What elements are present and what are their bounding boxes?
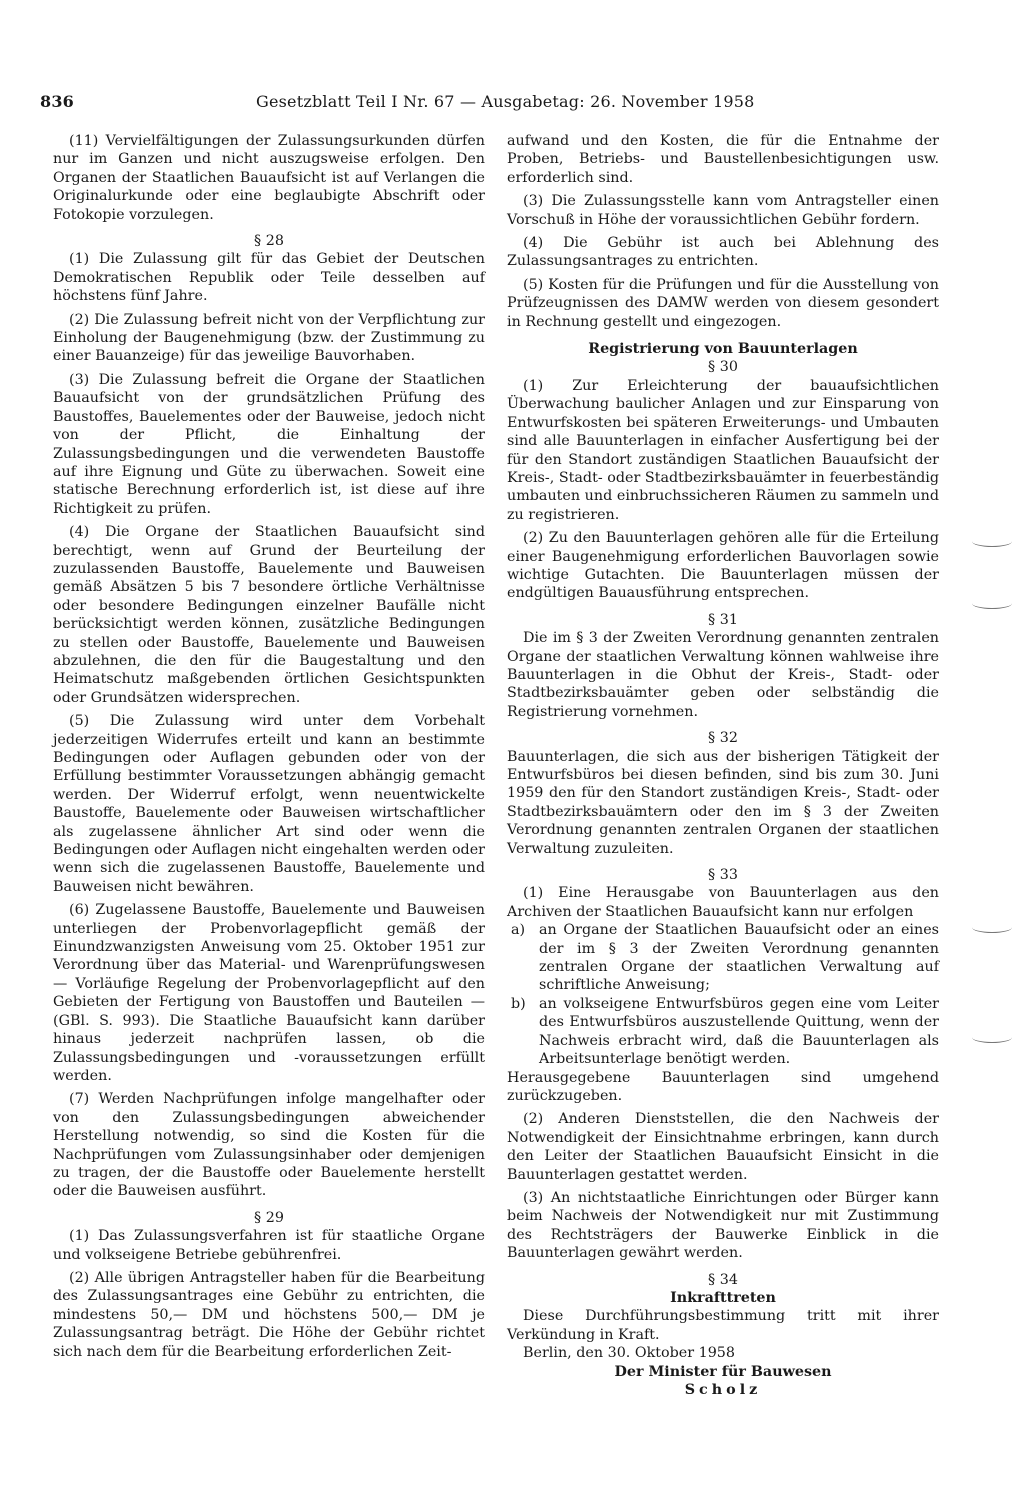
section-29-para-4: (4) Die Gebühr ist auch bei Ablehnung des Zulassungsantrages zu entrichten. xyxy=(507,235,939,270)
section-30-para-1: (1) Zur Erleichterung der bauaufsichtlichen Überwachung baulicher Anlagen und zur Einsparung von Entwurfskosten bei späteren Erweiterungs- und Umbauten sind alle Bauunterlagen in einfacher Ausfertigung bei der für den Standort zuständigen Staatlichen Bauaufsicht der Kreis-, Stadt- oder Stadtbezirksbauämter in feuerbeständig umbauten und einbruchssicheren Räumen zu sammeln und zu registrieren. xyxy=(507,377,939,523)
section-33-para-2: (2) Anderen Dienststellen, die den Nachweis der Notwendigkeit der Einsichtnahme erbringen, kann durch den Leiter der Staatlichen Bauaufsicht Einsicht in die Bauunterlagen gestattet werden. xyxy=(507,1111,939,1183)
section-29-para-1: (1) Das Zulassungsverfahren ist für staatliche Organe und volkseigene Betriebe gebührenfrei. xyxy=(53,1228,485,1263)
section-28-para-4: (4) Die Organe der Staatlichen Bauaufsicht sind berechtigt, wenn auf Grund der Beurteilung der zuzulassenden Baustoffe, Bauelemente und Bauweisen gemäß Absätzen 5 bis 7 besondere örtliche Verhältnisse oder besondere Bedingungen einzelner Baufälle nicht berücksichtigt werden können, zusätzliche Bedingungen zu stellen oder Baustoffe, Bauelemente und Bauweisen abzulehnen, die den für die Baugestaltung und den Heimatschutz maßgebenden örtlichen Gesichtspunkten oder Grundsätzen widersprechen. xyxy=(53,524,485,706)
section-29-para-2-continued: aufwand und den Kosten, die für die Entnahme der Proben, Betriebs- und Baustellenbesichtigungen usw. erforderlich sind. xyxy=(507,133,939,186)
section-32-title: § 32 xyxy=(708,730,738,747)
list-item xyxy=(507,921,939,995)
section-34-para-1: Diese Durchführungsbestimmung tritt mit ihrer Verkündung in Kraft. xyxy=(507,1308,939,1343)
right-column xyxy=(507,132,939,1399)
section-28-para-3: (3) Die Zulassung befreit die Organe der Staatlichen Bauaufsicht von der grundsätzlichen Prüfung des Baustoffes, Bauelementes oder der Bauweise, jedoch nicht von der Pflicht, die Einhaltung der Zulassungsbedingungen und die verwendeten Baustoffe auf ihre Eignung und Güte zu überwachen. Soweit eine statische Berechnung erforderlich ist, ist diese auf ihre Richtigkeit zu prüfen. xyxy=(53,371,485,517)
signatory-name: Scholz xyxy=(684,1382,762,1398)
section-33-after-list: Herausgegebene Bauunterlagen sind umgehend zurückzugeben. xyxy=(507,1069,939,1104)
section-33-para-3: (3) An nichtstaatliche Einrichtungen oder Bürger kann beim Nachweis der Notwendigkeit nur mit Zustimmung des Rechtsträgers der Bauwerke Einblick in die Bauunterlagen gewährt werden. xyxy=(507,1189,939,1262)
section-28-para-5: (5) Die Zulassung wird unter dem Vorbehalt jederzeitigen Widerrufes erteilt und kann an bestimmte Bedingungen oder Auflagen gebunden oder von der Erfüllung bestimmter Voraussetzungen abhängig gemacht werden. Der Widerruf erfolgt, wenn neuentwickelte Baustoffe, Bauelemente oder Bauweisen wirtschaftlicher als zugelassene ähnlicher Art sind oder wenn die Bedingungen oder Auflagen nicht eingehalten werden oder wenn sich die zugelassenen Baustoffe, Bauelemente und Bauweisen nicht bewähren. xyxy=(53,713,485,895)
margin-mark xyxy=(972,1032,1012,1043)
place-and-date: Berlin, den 30. Oktober 1958 xyxy=(523,1345,736,1362)
section-29-para-3: (3) Die Zulassungsstelle kann vom Antragsteller einen Vorschuß in Höhe der voraussichtlichen Gebühr fordern. xyxy=(507,193,939,228)
section-28-para-6: (6) Zugelassene Baustoffe, Bauelemente und Bauweisen unterliegen der Probenvorlagepflicht gemäß der Einundzwanzigsten Anweisung vom 25. Oktober 1951 zur Verordnung über das Material- und Warenprüfungswesen — Vorläufige Regelung der Probenvorlagepflicht auf den Gebieten der Fertigung von Baustoffen und Bauteilen — (GBl. S. 993). Die Staatliche Bauaufsicht kann darüber hinaus jederzeit nachprüfen lassen, ob die Zulassungsbedingungen und -voraussetzungen erfüllt werden. xyxy=(53,902,485,1084)
section-28-para-7: (7) Werden Nachprüfungen infolge mangelhafter oder von den Zulassungsbedingungen abweichender Herstellung notwendig, so sind die Kosten für die Nachprüfungen vom Zulassungsinhaber oder demjenigen zu tragen, der die Baustoffe oder Bauelemente herstellt oder die Bauweisen ausführt. xyxy=(53,1091,485,1200)
section-33-title: § 33 xyxy=(708,867,738,884)
signatory-title: Der Minister für Bauwesen xyxy=(614,1363,832,1380)
list-item-label: b) xyxy=(511,995,526,1012)
section-30-title: § 30 xyxy=(708,359,738,376)
section-28-title: § 28 xyxy=(254,233,284,250)
registration-heading: Registrierung von Bauunterlagen xyxy=(588,341,858,358)
section-31-para-1: Die im § 3 der Zweiten Verordnung genannten zentralen Organe der staatlichen Verwaltung können wahlweise ihre Bauunterlagen in die Obhut der Kreis-, Stadt- oder Stadtbezirksbauämter geben oder selbständig die Registrierung vornehmen. xyxy=(507,630,939,720)
paragraph-11: (11) Vervielfältigungen der Zulassungsurkunden dürfen nur im Ganzen und nicht auszugsweise erfolgen. Den Organen der Staatlichen Bauaufsicht ist auf Verlangen die Originalurkunde oder eine beglaubigte Abschrift oder Fotokopie vorzulegen. xyxy=(53,133,485,223)
section-32-para-1: Bauunterlagen, die sich aus der bisherigen Tätigkeit der Entwurfsbüros bei diesen befinden, sind bis zum 30. Juni 1959 den für den Standort zuständigen Kreis-, Stadt- oder Stadtbezirksbauämtern oder den im § 3 der Zweiten Verordnung genannten zentralen Organen der staatlichen Verwaltung zuzuleiten. xyxy=(507,748,939,857)
section-31-title: § 31 xyxy=(708,611,738,628)
page-number: 836 xyxy=(40,92,74,111)
section-33-para-1: (1) Eine Herausgabe von Bauunterlagen aus den Archiven der Staatlichen Bauaufsicht kann nur erfolgen xyxy=(507,885,939,920)
list-item xyxy=(507,995,939,1069)
section-34-heading: Inkrafttreten xyxy=(670,1289,776,1306)
margin-mark xyxy=(972,598,1012,609)
section-28-para-2: (2) Die Zulassung befreit nicht von der Verpflichtung zur Einholung der Baugenehmigung (bzw. der Zustimmung zu einer Bauanzeige) für das jeweilige Bauvorhaben. xyxy=(53,311,485,365)
margin-mark xyxy=(972,922,1012,933)
section-29-para-2: (2) Alle übrigen Antragsteller haben für die Bearbeitung des Zulassungsantrages eine Gebühr zu entrichten, die mindestens 50,— DM und höchstens 500,— DM je Zulassungsantrag beträgt. Die Höhe der Gebühr richtet sich nach dem für die Bearbeitung erforderlichen Zeit- xyxy=(53,1269,485,1360)
list-item-text: an Organe der Staatlichen Bauaufsicht oder an eines der im § 3 der Zweiten Verordnung genannten zentralen Organe der staatlichen Verwaltung auf schriftliche Anweisung; xyxy=(539,922,939,994)
list-item-text: an volkseigene Entwurfsbüros gegen eine vom Leiter des Entwurfsbüros auszustellende Quittung, wenn der Nachweis erbracht wird, daß die Bauunterlagen als Arbeitsunterlage benötigt werden. xyxy=(539,995,939,1068)
section-29-title: § 29 xyxy=(254,1209,284,1226)
margin-mark xyxy=(972,536,1012,547)
header-title: Gesetzblatt Teil I Nr. 67 — Ausgabetag: 26. November 1958 xyxy=(256,92,755,111)
list-item-label: a) xyxy=(511,922,526,939)
section-28-para-1: (1) Die Zulassung gilt für das Gebiet der Deutschen Demokratischen Republik oder Teile desselben auf höchstens fünf Jahre. xyxy=(53,251,485,305)
section-34-title: § 34 xyxy=(708,1271,738,1288)
section-29-para-5: (5) Kosten für die Prüfungen und für die Ausstellung von Prüfzeugnissen des DAMW werden von diesem gesondert in Rechnung gestellt und eingezogen. xyxy=(507,276,939,330)
section-30-para-2: (2) Zu den Bauunterlagen gehören alle für die Erteilung einer Baugenehmigung erforderlichen Bauvorlagen sowie wichtige Gutachten. Die Bauunterlagen müssen der endgültigen Bauausführung entsprechen. xyxy=(507,530,939,602)
left-column xyxy=(53,132,485,1366)
